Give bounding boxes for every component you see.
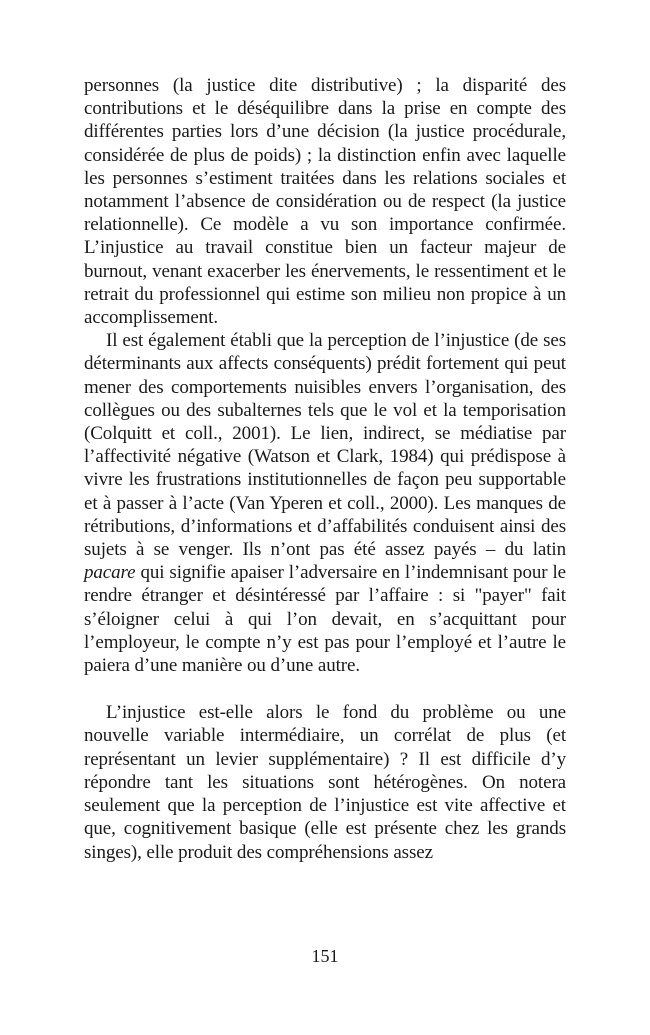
page-body	[84, 74, 566, 864]
italic-term: pacare	[84, 562, 136, 584]
paragraph-3: L’injustice est-elle alors le fond du problème ou une nouvelle variable intermédiaire, un corrélat de plus (et représentant un levier supplémentaire) ? Il est difficile d’y répondre tant les situations sont hétérogènes. On notera seulement que la perception de l’injustice est vite affective et que, cognitivement basique (elle est présente chez les grands singes), elle produit des compréhensions assez	[84, 702, 566, 863]
paragraph-2-text-after: qui signifie apaiser l’adversaire en l’indemnisant pour le rendre étranger et désintéressé par l’affaire : si "payer" fait s’éloigner celui à qui l’on devait, en s’acquittant pour l’employeur, le compte n’y est pas pour l’employé et l’autre le paiera d’une manière ou d’une autre.	[84, 562, 566, 677]
paragraph-1: personnes (la justice dite distributive) ; la disparité des contributions et le déséquilibre dans la prise en compte des différentes parties lors d’une décision (la justice procédurale, considérée de plus de poids) ; la distinction enfin avec laquelle les personnes s’estiment traitées dans les relations sociales et notamment l’absence de considération ou de respect (la justice relationnelle). Ce modèle a vu son importance confirmée. L’injustice au travail constitue bien un facteur majeur de burnout, venant exacerber les énervements, le ressentiment et le retrait du professionnel qui estime son milieu non propice à un accomplissement.	[84, 75, 566, 329]
paragraph-2	[84, 329, 566, 677]
page-number: 151	[311, 946, 339, 966]
paragraph-gap	[84, 677, 566, 701]
paragraph-2-text-before: Il est également établi que la perception de l’injustice (de ses déterminants aux affects conséquents) prédit fortement qui peut mener des comportements nuisibles envers l’organisation, des collègues ou des subalternes tels que le vol et la temporisation (Colquitt et coll., 2001). Le lien, indirect, se médiatise par l’affectivité négative (Watson et Clark, 1984) qui prédispose à vivre les frustrations institutionnelles de façon peu supportable et à passer à l’acte (Van Yperen et coll., 2000). Les manques de rétributions, d’informations et d’affabilités conduisent ainsi des sujets à se venger. Ils n’ont pas été assez payés – du latin	[84, 330, 566, 561]
